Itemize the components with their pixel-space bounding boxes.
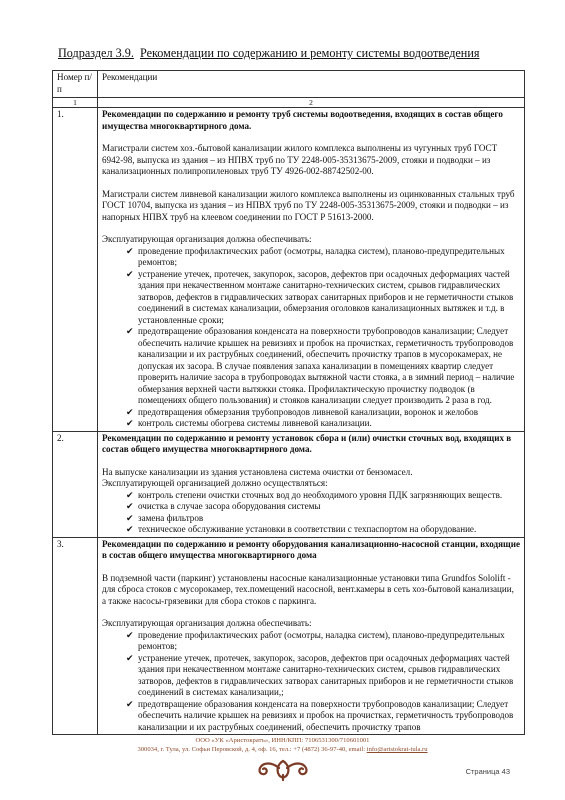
footer [0,736,565,754]
table-row [53,537,525,735]
row-title: Рекомендации по содержанию и ремонту оборудования канализационно-насосной станции, входящие в состав общего имущества многоквартирного дома [102,538,520,560]
checkmark-icon: ✔ [126,326,134,336]
table-header-row [53,71,525,98]
row-number: 1. [53,108,98,432]
row-content [98,108,525,432]
checklist-item [126,699,520,734]
checklist-text: замена фильтров [138,512,204,523]
checkmark-icon: ✔ [126,501,134,511]
header-recommendations: Рекомендации [98,71,525,98]
checklist [102,630,520,734]
checklist-item [126,524,520,536]
scroll-ornament-icon [252,758,314,782]
checklist-item [126,513,520,525]
row-paragraph: В подземной части (паркинг) установлены насосные канализационные установки типа Grundfos Sololift - для сброса стоков с мусорокамер, тех.помещений насосной, вент.камеры в сеть хоз-бытовой канализации, а также насосы-грязевики для сбора стоков с паркинга. [102,572,514,606]
table-index-row [53,98,525,108]
checkmark-icon: ✔ [126,406,134,417]
section-heading [58,46,479,61]
checklist-item [126,326,520,407]
checkmark-icon: ✔ [126,698,134,709]
table-row [53,431,525,537]
row-number: 2. [53,431,98,537]
checkmark-icon: ✔ [126,629,134,640]
row-paragraph: На выпуске канализации из здания установлена система очистки от бензомасел. [102,466,413,477]
checklist-text: предотвращения обмерзания трубопроводов ливневой канализации, воронок и желобов [138,406,479,417]
checklist-text: контроль системы обогрева системы ливневой канализации. [138,418,372,428]
footer-email[interactable]: info@aristokrat-tula.ru [366,746,428,753]
recommendations-table [52,70,525,735]
row-title: Рекомендации по содержанию и ремонту труб системы водоотведения, входящих в состав общего имущества многоквартирного дома. [102,109,503,131]
checkmark-icon: ✔ [126,524,134,534]
checklist-text: предотвращение образования конденсата на поверхности трубопроводов канализации; Следует обеспечить наличие крышек на ревизиях и пробок на прочистках, герметичность трубопроводов канализации и их раструбных соединений, обеспечить прочистку трапов в мусорокамерах, не допуская их засора. В случае появления запаха канализации в помещениях квартир следует проверить наличие засора в трубопроводах вытяжной части стояка, а в зимний период – наличие обмерзания верхней части вытяжки стояка. Профилактическую прочистку подводок (в помещениях общего пользования) и стояков канализации следует производить 2 раза в год. [138,326,515,405]
footer-address: 300034, г. Тула, ул. Софьи Перовской, д. 4, оф. 16, тел.: +7 (4872) 36-97-40, email: [137,746,367,753]
checklist-text: проведение профилактических работ (осмотры, наладка систем), планово-предупредительных ремонтов; [138,245,505,267]
checklist-text: устранение утечек, протечек, закупорок, засоров, дефектов при осадочных деформациях частей здания при некачественном монтаже санитарно-технических систем, срывов гидравлических затворов, дефектов в гидравлических затворах санитарных приборов и не герметичности стыков соединений в системах канализации, обмерзания оголовков канализационных вытяжек и т.д. в установленные сроки; [138,268,514,325]
footer-company: ООО «УК «Аристократъ», ИНН/КПП: 7106531300/710601001 [195,737,370,744]
checkmark-icon: ✔ [126,489,134,500]
row-paragraph: Магистрали систем ливневой канализации жилого комплекса выполнены из оцинкованных стальных труб ГОСТ 10704, выпуска из здания – из НПВХ труб по ТУ 2248-005-35313675-2009, стояки и подводки – из напорных НПВХ труб на клеевом соединении по ГОСТ Р 51613-2000. [102,188,515,222]
checklist-text: предотвращение образования конденсата на поверхности трубопроводов канализации; Следует обеспечить наличие крышек на ревизиях и пробок на прочистках, герметичность трубопроводов канализации и их раструбных соединений, обеспечить прочистку трапов [138,698,514,732]
checklist-item [126,269,520,327]
checklist-item [126,246,520,269]
row-title: Рекомендации по содержанию и ремонту установок сбора и (или) очистки сточных вод, входящих в состав общего имущества многоквартирного дома. [102,432,512,454]
checklist-item [126,630,520,653]
checklist-text: устранение утечек, протечек, закупорок, засоров, дефектов при осадочных деформациях частей здания при некачественном монтаже санитарно-технических систем, срывов гидравлических затворов, дефектов в гидравлических затворах санитарных приборов и не герметичности стыков соединений в системах канализации,; [138,652,514,697]
table-row [53,108,525,432]
checklist-text: техническое обслуживание установки в соответствии с техпаспортом на оборудование. [138,524,477,534]
section-title: Рекомендации по содержанию и ремонту системы водоотведения [139,46,480,60]
row-content [98,537,525,735]
checklist-item [126,501,520,513]
checklist-text: контроль степени очистки сточных вод до необходимого уровня ПДК загрязняющих веществ. [138,489,503,500]
checkmark-icon: ✔ [126,652,134,663]
checklist-text: очистка в случае засора оборудования системы [138,501,321,511]
section-number: Подраздел 3.9. [58,46,134,60]
index-1: 1 [53,98,98,108]
checkmark-icon: ✔ [126,268,134,279]
header-number: Номер п/п [53,71,98,98]
row-content [98,431,525,537]
checklist-item [126,407,520,419]
page-number: Страница 43 [465,767,510,776]
checklist [102,490,520,536]
checklist-text: проведение профилактических работ (осмотры, наладка систем), планово-предупредительных ремонтов; [138,629,505,651]
checklist [102,246,520,430]
row-paragraph: Магистрали систем хоз.-бытовой канализации жилого комплекса выполнены из чугунных труб ГОСТ 6942-98, выпуска из здания – из НПВХ труб по ТУ 2248-005-35313675-2009, стояки и подводки – из канализационных полипропиленовых труб ТУ 4926-002-88742502-00. [102,143,498,176]
checklist-item [126,490,520,502]
checkmark-icon: ✔ [126,512,134,523]
index-2: 2 [98,98,525,108]
footer-contacts [0,745,565,754]
row-number: 3. [53,537,98,735]
checkmark-icon: ✔ [126,245,134,256]
row-lead: Эксплуатирующей организацией должно осуществляться: [102,478,328,488]
row-lead: Эксплуатирующая организация должна обеспечивать: [102,618,312,628]
row-lead: Эксплуатирующая организация должна обеспечивать: [102,234,312,244]
checklist-item [126,653,520,699]
checklist-item [126,418,520,430]
checkmark-icon: ✔ [126,418,134,428]
